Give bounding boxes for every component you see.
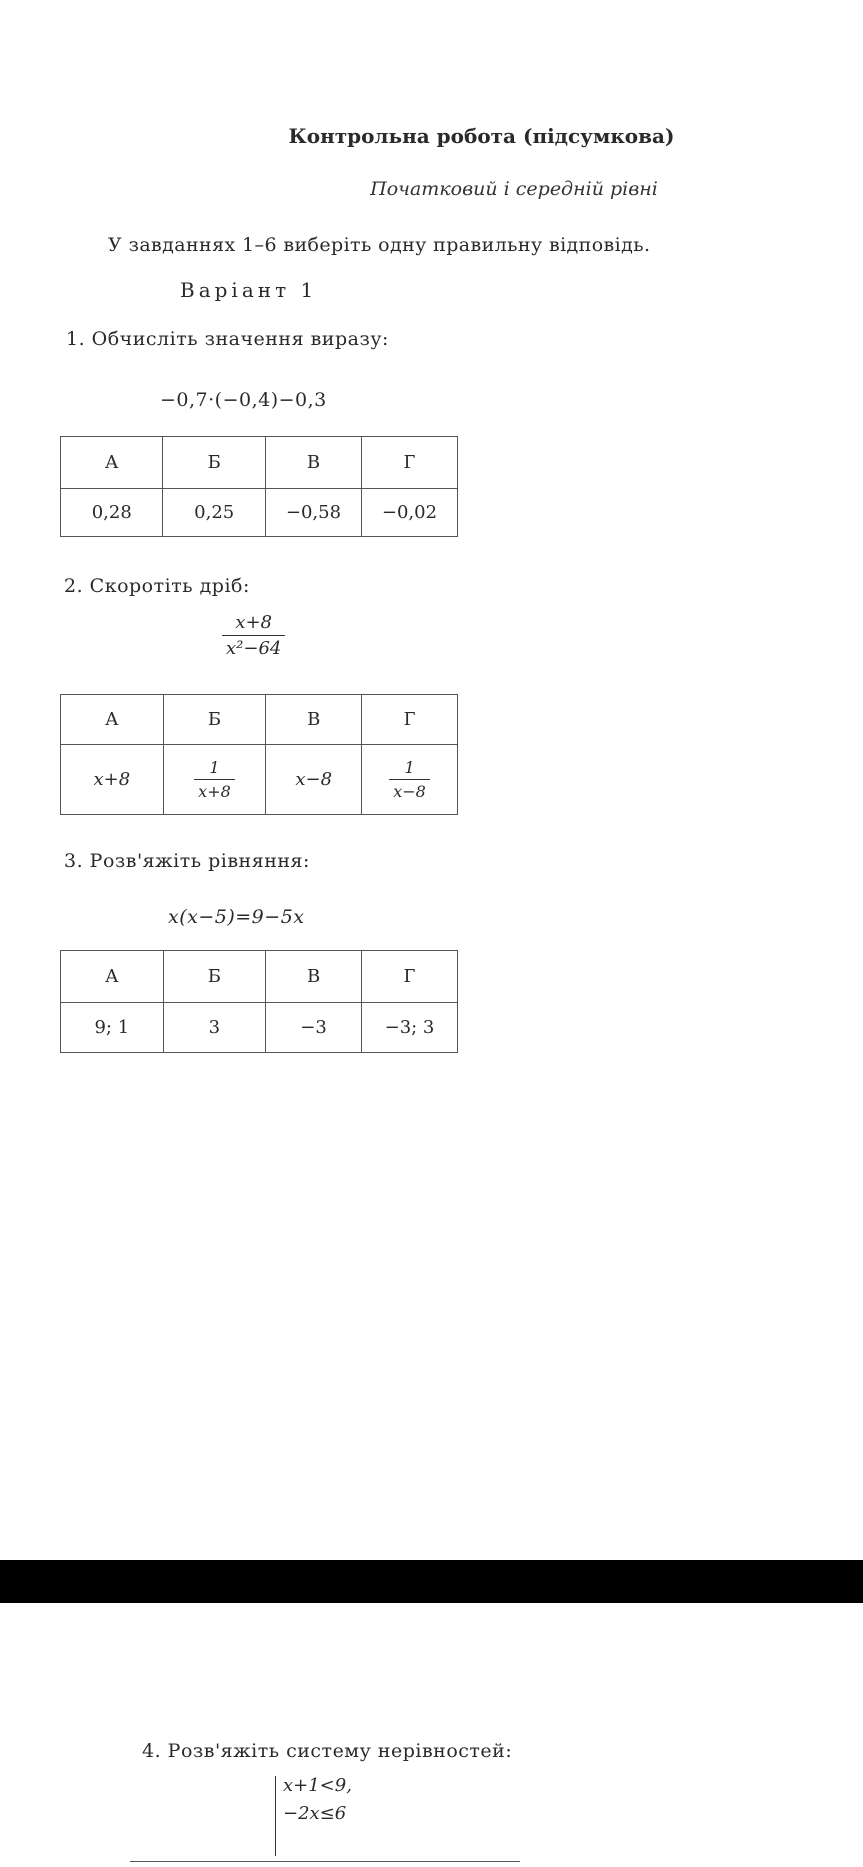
system-brace: [275, 1776, 284, 1856]
q2-fraction-numerator: x+8: [235, 612, 273, 633]
q2-option-b-denominator: x+8: [198, 782, 231, 801]
question-3-prompt: 3. Розв'яжіть рівняння:: [64, 850, 310, 872]
q1-option-letter-b: Б: [163, 437, 265, 489]
table-top-edge: [130, 1861, 520, 1862]
q2-option-value-b: [163, 745, 266, 815]
q2-option-value-g: [362, 745, 458, 815]
q3-option-letter-g: Г: [362, 951, 458, 1003]
q2-option-g-denominator: x−8: [393, 782, 426, 801]
instruction-text: У завданнях 1–6 виберіть одну правильну відповідь.: [108, 234, 651, 256]
q1-option-letter-g: Г: [361, 437, 457, 489]
question-3-equation: x(x−5)=9−5x: [168, 906, 305, 928]
q2-option-b-numerator: 1: [209, 758, 220, 777]
q3-option-value-g: −3; 3: [362, 1003, 458, 1053]
question-2-prompt: 2. Скоротіть дріб:: [64, 575, 250, 597]
q2-option-value-v: x−8: [266, 745, 362, 815]
question-1-expression: −0,7·(−0,4)−0,3: [160, 389, 327, 411]
question-4-prompt: 4. Розв'яжіть систему нерівностей:: [142, 1740, 513, 1762]
q3-option-value-a: 9; 1: [61, 1003, 164, 1053]
q3-option-letter-a: А: [61, 951, 164, 1003]
q2-option-letter-g: Г: [362, 695, 458, 745]
page-separator-band: [0, 1560, 863, 1603]
q1-option-value-g: −0,02: [361, 489, 457, 537]
q3-option-value-b: 3: [163, 1003, 266, 1053]
q2-option-value-a: x+8: [61, 745, 164, 815]
q2-fraction-denominator: x²−64: [226, 638, 282, 659]
q1-option-value-b: 0,25: [163, 489, 265, 537]
system-inequality-1: x+1<9,: [283, 1775, 352, 1796]
q1-option-value-a: 0,28: [61, 489, 163, 537]
question-3-answer-table: [60, 950, 458, 1053]
variant-label: Варіант 1: [180, 278, 318, 302]
q1-option-letter-a: А: [61, 437, 163, 489]
question-1-prompt: 1. Обчисліть значення виразу:: [66, 328, 389, 350]
q2-option-letter-v: В: [266, 695, 362, 745]
q1-option-letter-v: В: [265, 437, 361, 489]
system-inequality-2: −2x≤6: [283, 1803, 347, 1824]
q2-option-letter-a: А: [61, 695, 164, 745]
question-4-system: [275, 1772, 352, 1828]
q1-option-value-v: −0,58: [265, 489, 361, 537]
level-subtitle: Початковий і середній рівні: [370, 178, 658, 200]
question-1-answer-table: [60, 436, 458, 537]
q3-option-value-v: −3: [266, 1003, 362, 1053]
q3-option-letter-b: Б: [163, 951, 266, 1003]
q2-option-letter-b: Б: [163, 695, 266, 745]
q3-option-letter-v: В: [266, 951, 362, 1003]
question-2-fraction: [222, 612, 285, 659]
question-2-answer-table: [60, 694, 458, 815]
q2-option-g-numerator: 1: [404, 758, 415, 777]
page-title: Контрольна робота (підсумкова): [288, 124, 675, 148]
